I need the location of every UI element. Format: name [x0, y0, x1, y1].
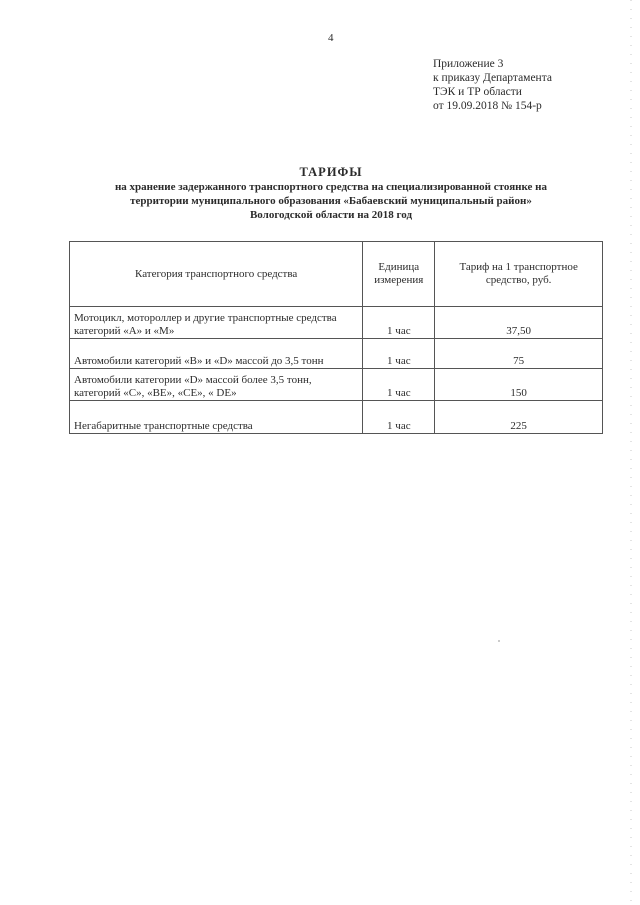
cell-category: Негабаритные транспортные средства — [70, 401, 363, 434]
cell-tariff: 37,50 — [435, 307, 603, 339]
table-row — [70, 369, 603, 401]
cell-unit: 1 час — [363, 339, 435, 369]
header-unit: Единица измерения — [363, 242, 435, 307]
cell-tariff: 75 — [435, 339, 603, 369]
appendix-line: от 19.09.2018 № 154-р — [433, 100, 542, 112]
cell-unit: 1 час — [363, 307, 435, 339]
table-row — [70, 339, 603, 369]
appendix-line: Приложение 3 — [433, 58, 504, 70]
header-tariff: Тариф на 1 транспортное средство, руб. — [435, 242, 603, 307]
scan-speck — [498, 640, 500, 642]
table-row — [70, 307, 603, 339]
cell-unit: 1 час — [363, 401, 435, 434]
cell-tariff: 150 — [435, 369, 603, 401]
cell-category: Мотоцикл, мотороллер и другие транспортные средства категорий «А» и «М» — [70, 307, 363, 339]
appendix-line: ТЭК и ТР области — [433, 86, 522, 98]
cell-category: Автомобили категорий «В» и «D» массой до 3,5 тонн — [70, 339, 363, 369]
title-heading: ТАРИФЫ — [299, 165, 363, 179]
appendix-reference — [433, 57, 552, 113]
title-line: на хранение задержанного транспортного средства на специализированной стоянке на — [114, 181, 548, 193]
tariff-table — [69, 241, 603, 434]
page-number: 4 — [328, 32, 334, 44]
header-category: Категория транспортного средства — [70, 242, 363, 307]
cell-tariff: 225 — [435, 401, 603, 434]
title-line: территории муниципального образования «Бабаевский муниципальный район» — [130, 195, 532, 207]
table-row — [70, 401, 603, 434]
scan-edge-artifact — [630, 0, 632, 905]
title-line: Вологодской области на 2018 год — [249, 209, 413, 221]
document-title — [40, 164, 622, 222]
cell-category: Автомобили категории «D» массой более 3,5 тонн, категорий «С», «ВЕ», «СЕ», « DE» — [70, 369, 363, 401]
table-header-row — [70, 242, 603, 307]
cell-unit: 1 час — [363, 369, 435, 401]
appendix-line: к приказу Департамента — [433, 72, 552, 84]
